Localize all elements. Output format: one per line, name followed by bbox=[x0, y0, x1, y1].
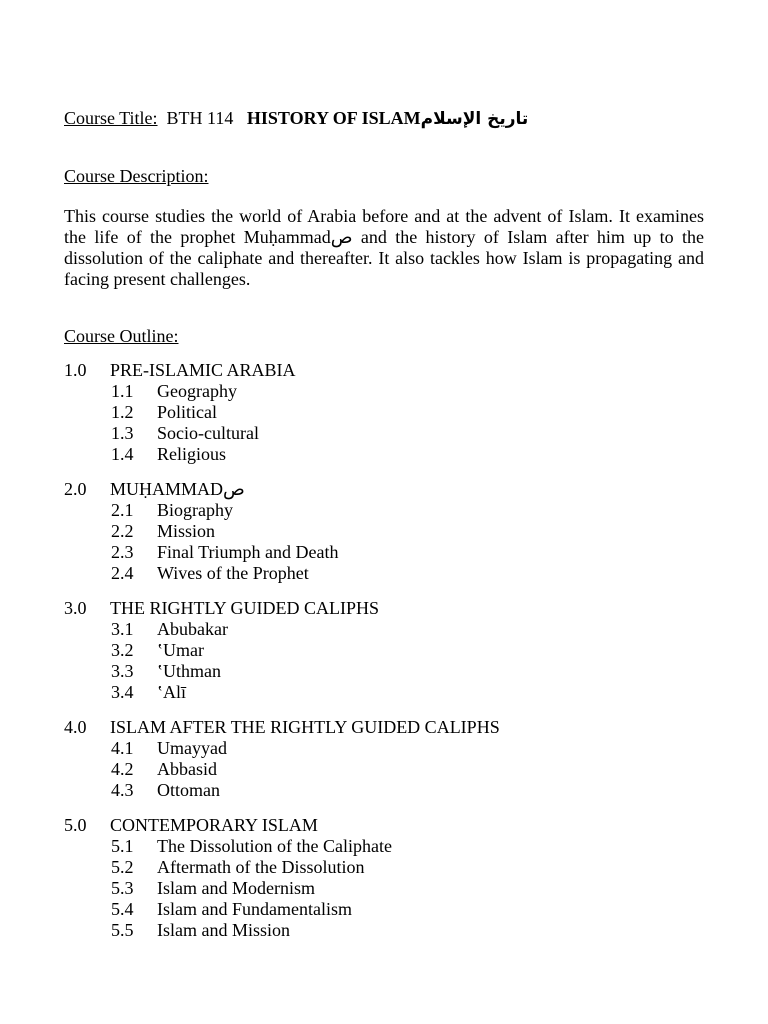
section-number: 5.0 bbox=[64, 815, 87, 835]
course-outline bbox=[64, 360, 704, 941]
outline-subitem bbox=[64, 682, 704, 703]
subitem-number: 1.3 bbox=[111, 423, 134, 443]
section-title: PRE-ISLAMIC ARABIA bbox=[110, 360, 296, 380]
subitem-number: 2.2 bbox=[111, 521, 134, 541]
subitem-title: Final Triumph and Death bbox=[157, 542, 339, 562]
outline-section bbox=[64, 815, 704, 941]
subitem-title: Mission bbox=[157, 521, 216, 541]
outline-subitem bbox=[64, 500, 704, 521]
outline-heading: Course Outline: bbox=[64, 326, 179, 346]
subitem-title: Socio-cultural bbox=[157, 423, 259, 443]
subitem-title: Wives of the Prophet bbox=[157, 563, 309, 583]
outline-section bbox=[64, 360, 704, 465]
outline-subitem bbox=[64, 899, 704, 920]
description-text: This course studies the world of Arabia before and at the advent of Islam. It examines the life of the prophet Muḥammadص and the history of Islam after him up to the dissolution of the caliphate and thereafter. It also tackles how Islam is propagating and facing present challenges. bbox=[64, 206, 704, 289]
outline-subitem bbox=[64, 759, 704, 780]
course-title: HISTORY OF ISLAM bbox=[246, 108, 421, 128]
section-number: 3.0 bbox=[64, 598, 87, 618]
outline-section bbox=[64, 717, 704, 801]
subitem-number: 1.2 bbox=[111, 402, 134, 422]
outline-subitem bbox=[64, 738, 704, 759]
subitem-title: Ottoman bbox=[157, 780, 220, 800]
section-title: THE RIGHTLY GUIDED CALIPHS bbox=[110, 598, 380, 618]
section-number: 4.0 bbox=[64, 717, 87, 737]
outline-subitem bbox=[64, 381, 704, 402]
section-number: 2.0 bbox=[64, 479, 87, 499]
subitem-number: 5.4 bbox=[111, 899, 134, 919]
course-title-arabic: تاريخ الإسلام bbox=[420, 109, 529, 129]
course-code: BTH 114 bbox=[166, 108, 234, 128]
subitem-number: 2.4 bbox=[111, 563, 134, 583]
section-number: 1.0 bbox=[64, 360, 87, 380]
subitem-title: Religious bbox=[157, 444, 227, 464]
subitem-title: Islam and Fundamentalism bbox=[157, 899, 352, 919]
section-title: CONTEMPORARY ISLAM bbox=[110, 815, 318, 835]
subitem-title: Umayyad bbox=[157, 738, 227, 758]
outline-subitem bbox=[64, 878, 704, 899]
outline-subitem bbox=[64, 563, 704, 584]
subitem-number: 3.4 bbox=[111, 682, 134, 702]
outline-subitem bbox=[64, 661, 704, 682]
subitem-title: ʽUmar bbox=[157, 640, 204, 660]
outline-subitem bbox=[64, 780, 704, 801]
subitem-title: ʽUthman bbox=[157, 661, 221, 681]
outline-subitem bbox=[64, 521, 704, 542]
subitem-number: 4.3 bbox=[111, 780, 134, 800]
subitem-title: ʽAlī bbox=[157, 682, 186, 702]
outline-subitem bbox=[64, 920, 704, 941]
section-heading bbox=[64, 717, 704, 738]
subitem-number: 5.5 bbox=[111, 920, 134, 940]
subitem-number: 5.1 bbox=[111, 836, 134, 856]
subitem-number: 5.3 bbox=[111, 878, 134, 898]
subitem-number: 5.2 bbox=[111, 857, 134, 877]
section-heading bbox=[64, 598, 704, 619]
section-heading bbox=[64, 479, 704, 500]
outline-subitem bbox=[64, 444, 704, 465]
outline-section bbox=[64, 479, 704, 584]
subitem-number: 4.2 bbox=[111, 759, 134, 779]
description-heading: Course Description: bbox=[64, 166, 209, 186]
outline-subitem bbox=[64, 640, 704, 661]
section-title: ISLAM AFTER THE RIGHTLY GUIDED CALIPHS bbox=[110, 717, 500, 737]
subitem-number: 1.1 bbox=[111, 381, 134, 401]
subitem-title: Geography bbox=[157, 381, 237, 401]
subitem-title: Islam and Modernism bbox=[157, 878, 315, 898]
subitem-number: 2.3 bbox=[111, 542, 134, 562]
section-heading bbox=[64, 815, 704, 836]
subitem-number: 3.2 bbox=[111, 640, 134, 660]
subitem-title: Islam and Mission bbox=[157, 920, 290, 940]
outline-subitem bbox=[64, 836, 704, 857]
document-page bbox=[64, 106, 704, 941]
outline-subitem bbox=[64, 619, 704, 640]
subitem-number: 3.1 bbox=[111, 619, 134, 639]
subitem-number: 2.1 bbox=[111, 500, 134, 520]
subitem-title: Political bbox=[157, 402, 217, 422]
subitem-title: Biography bbox=[157, 500, 233, 520]
section-heading bbox=[64, 360, 704, 381]
outline-subitem bbox=[64, 402, 704, 423]
outline-subitem bbox=[64, 542, 704, 563]
subitem-title: The Dissolution of the Caliphate bbox=[157, 836, 392, 856]
course-title-label: Course Title: bbox=[64, 108, 158, 128]
outline-subitem bbox=[64, 423, 704, 444]
subitem-number: 3.3 bbox=[111, 661, 134, 681]
subitem-title: Abbasid bbox=[157, 759, 217, 779]
outline-section bbox=[64, 598, 704, 703]
section-title: MUḤAMMADص bbox=[110, 479, 245, 499]
subitem-number: 4.1 bbox=[111, 738, 134, 758]
outline-subitem bbox=[64, 857, 704, 878]
subitem-title: Aftermath of the Dissolution bbox=[157, 857, 365, 877]
subitem-number: 1.4 bbox=[111, 444, 134, 464]
subitem-title: Abubakar bbox=[157, 619, 228, 639]
course-title-line bbox=[64, 106, 704, 131]
